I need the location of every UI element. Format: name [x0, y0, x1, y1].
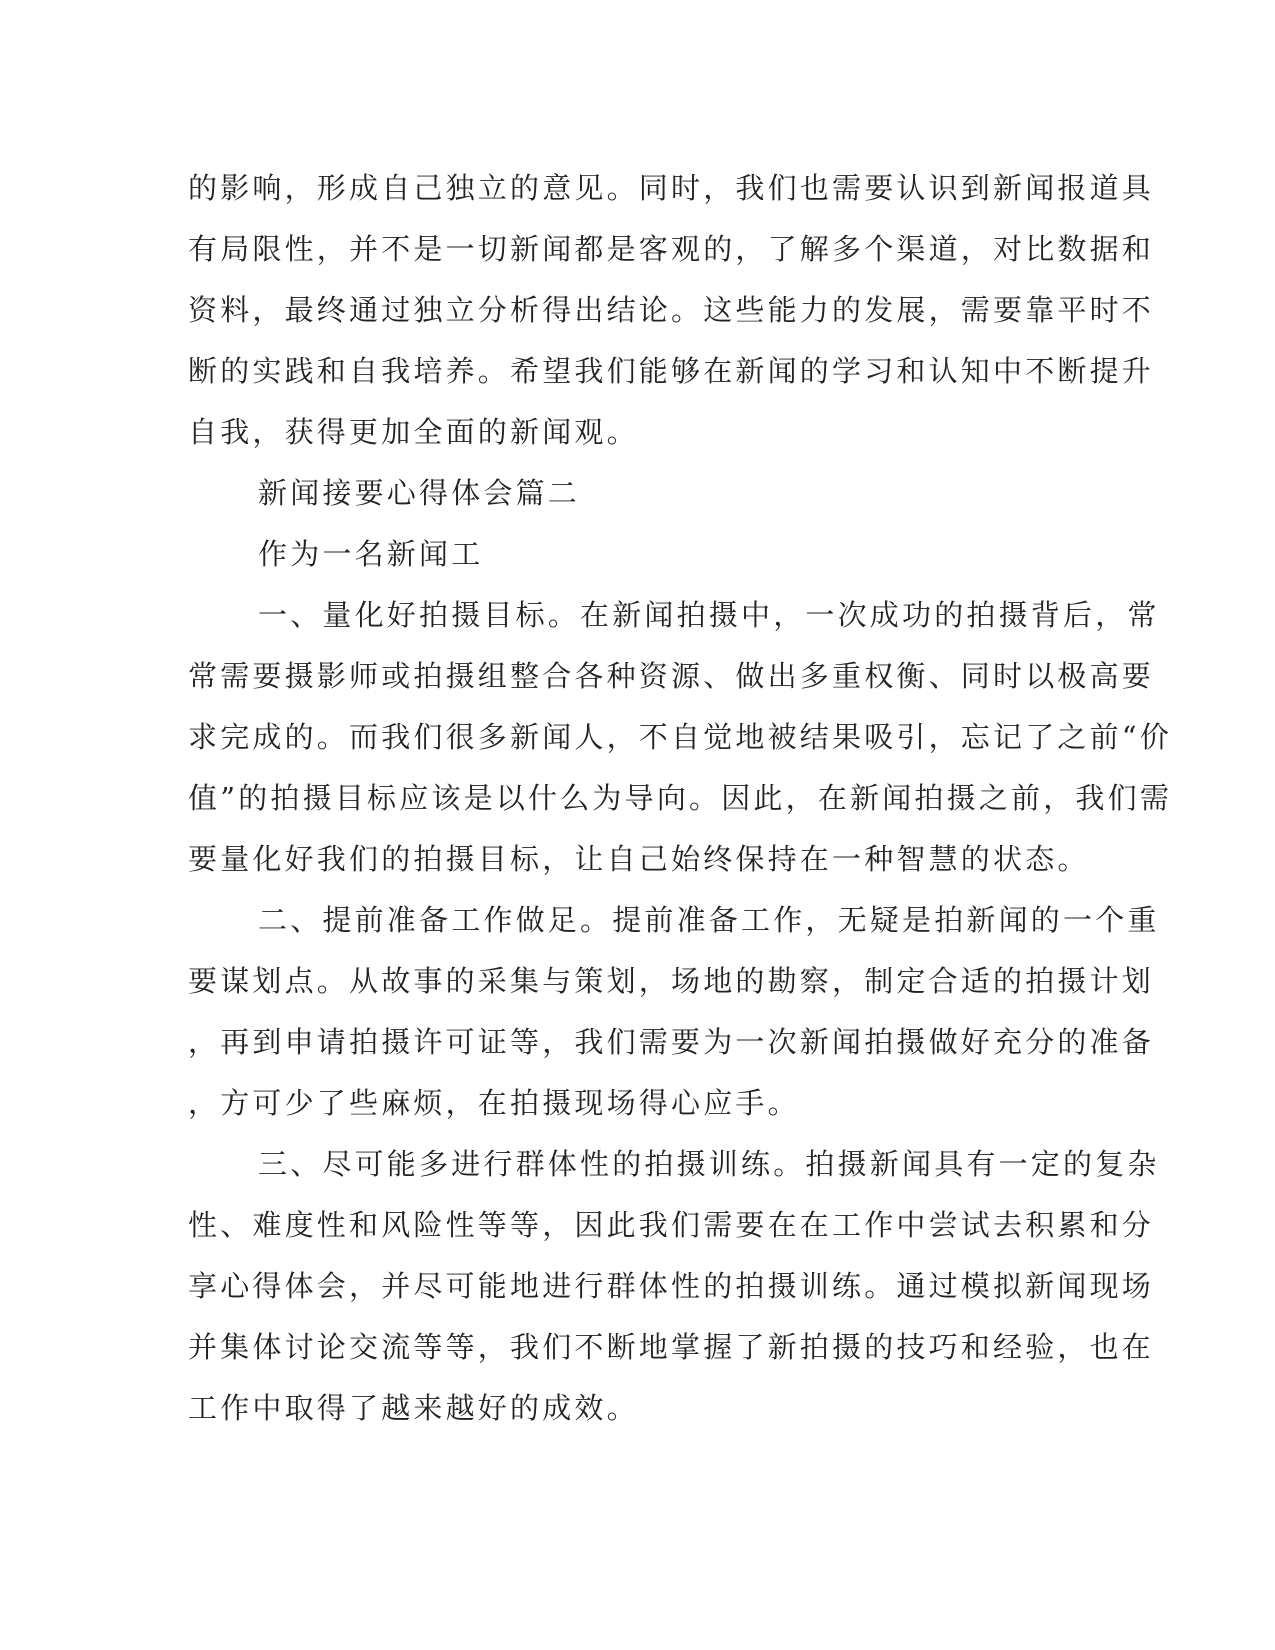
- paragraph-1-line-4: 断的实践和自我培养。希望我们能够在新闻的学习和认知中不断提升: [188, 354, 1155, 388]
- point-1-line-1: 一、量化好拍摄目标。在新闻拍摄中，一次成功的拍摄背后，常: [258, 598, 1160, 632]
- point-3-line-3: 享心得体会，并尽可能地进行群体性的拍摄训练。通过模拟新闻现场: [188, 1269, 1155, 1303]
- document-body: [188, 158, 1173, 1439]
- point-3-line-2: 性、难度性和风险性等等，因此我们需要在在工作中尝试去积累和分: [188, 1208, 1155, 1242]
- point-1-line-5: 要量化好我们的拍摄目标，让自己始终保持在一种智慧的状态。: [188, 842, 1090, 876]
- point-2-line-3: ，再到申请拍摄许可证等，我们需要为一次新闻拍摄做好充分的准备: [188, 1025, 1155, 1059]
- point-1-line-2: 常需要摄影师或拍摄组整合各种资源、做出多重权衡、同时以极高要: [188, 659, 1155, 693]
- intro-line: 作为一名新闻工: [258, 537, 484, 571]
- paragraph-1-line-2: 有局限性，并不是一切新闻都是客观的，了解多个渠道，对比数据和: [188, 232, 1155, 266]
- paragraph-1-line-5: 自我，获得更加全面的新闻观。: [188, 415, 639, 449]
- point-3-line-5: 工作中取得了越来越好的成效。: [188, 1391, 639, 1425]
- point-1-line-3: 求完成的。而我们很多新闻人，不自觉地被结果吸引，忘记了之前“价: [188, 720, 1173, 754]
- point-3-line-1: 三、尽可能多进行群体性的拍摄训练。拍摄新闻具有一定的复杂: [258, 1147, 1160, 1181]
- paragraph-1-line-1: 的影响，形成自己独立的意见。同时，我们也需要认识到新闻报道具: [188, 171, 1155, 205]
- paragraph-1-line-3: 资料，最终通过独立分析得出结论。这些能力的发展，需要靠平时不: [188, 293, 1155, 327]
- point-2-line-2: 要谋划点。从故事的采集与策划，场地的勘察，制定合适的拍摄计划: [188, 964, 1155, 998]
- point-3-line-4: 并集体讨论交流等等，我们不断地掌握了新拍摄的技巧和经验，也在: [188, 1330, 1155, 1364]
- section-heading: 新闻接要心得体会篇二: [258, 476, 581, 510]
- point-2-line-4: ，方可少了些麻烦，在拍摄现场得心应手。: [188, 1086, 800, 1120]
- point-1-line-4: 值”的拍摄目标应该是以什么为导向。因此，在新闻拍摄之前，我们需: [188, 781, 1173, 815]
- point-2-line-1: 二、提前准备工作做足。提前准备工作，无疑是拍新闻的一个重: [258, 903, 1160, 937]
